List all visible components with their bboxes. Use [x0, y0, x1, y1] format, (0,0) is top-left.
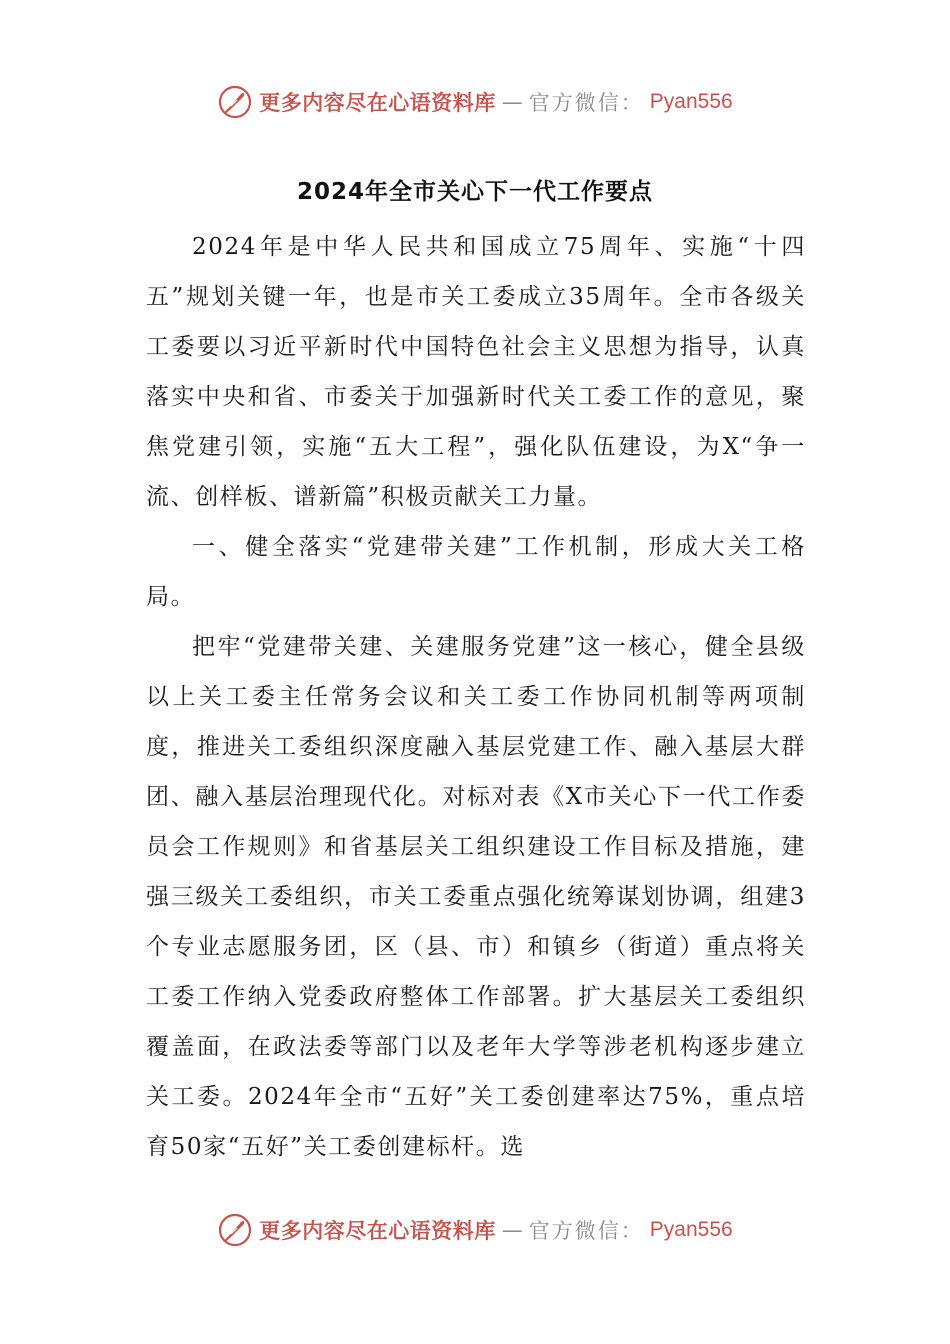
section-heading-1: 一、健全落实“党建带关建”工作机制，形成大关工格局。 [146, 534, 806, 610]
quill-logo-icon [217, 1212, 253, 1248]
watermark-official-label: 官方微信： [528, 91, 644, 115]
watermark-wechat-id: Pyan556 [649, 90, 733, 113]
header-watermark [0, 82, 950, 122]
document-title: 2024年全市关心下一代工作要点 [296, 179, 653, 205]
document-body [146, 222, 806, 1172]
watermark-separator: — [501, 90, 523, 114]
watermark-separator: — [501, 1218, 523, 1242]
paragraph-intro: 2024年是中华人民共和国成立75周年、实施“十四五”规划关键一年，也是市关工委成立35周年。全市各级关工委要以习近平新时代中国特色社会主义思想为指导，认真落实中央和省、市委关于加强新时代关工委工作的意见，聚焦党建引领，实施“五大工程”，强化队伍建设，为X“争一流、创样板、谱新篇”积极贡献关工力量。 [146, 234, 806, 510]
paragraph-section-1: 把牢“党建带关建、关建服务党建”这一核心，健全县级以上关工委主任常务会议和关工委工作协同机制等两项制度，推进关工委组织深度融入基层党建工作、融入基层大群团、融入基层治理现代化。对标对表《X市关心下一代工作委员会工作规则》和省基层关工组织建设工作目标及措施，建强三级关工委组织，市关工委重点强化统筹谋划协调，组建3个专业志愿服务团，区（县、市）和镇乡（街道）重点将关工委工作纳入党委政府整体工作部署。扩大基层关工委组织覆盖面，在政法委等部门以及老年大学等涉老机构逐步建立关工委。2024年全市“五好”关工委创建率达75%，重点培育50家“五好”关工委创建标杆。选 [146, 634, 806, 1160]
watermark-official-label: 官方微信： [528, 1219, 644, 1243]
quill-logo-icon [217, 84, 253, 120]
watermark-wechat-id: Pyan556 [649, 1218, 733, 1241]
watermark-brand: 更多内容尽在心语资料库 [259, 90, 496, 115]
footer-watermark [0, 1210, 950, 1250]
watermark-brand: 更多内容尽在心语资料库 [259, 1218, 496, 1243]
